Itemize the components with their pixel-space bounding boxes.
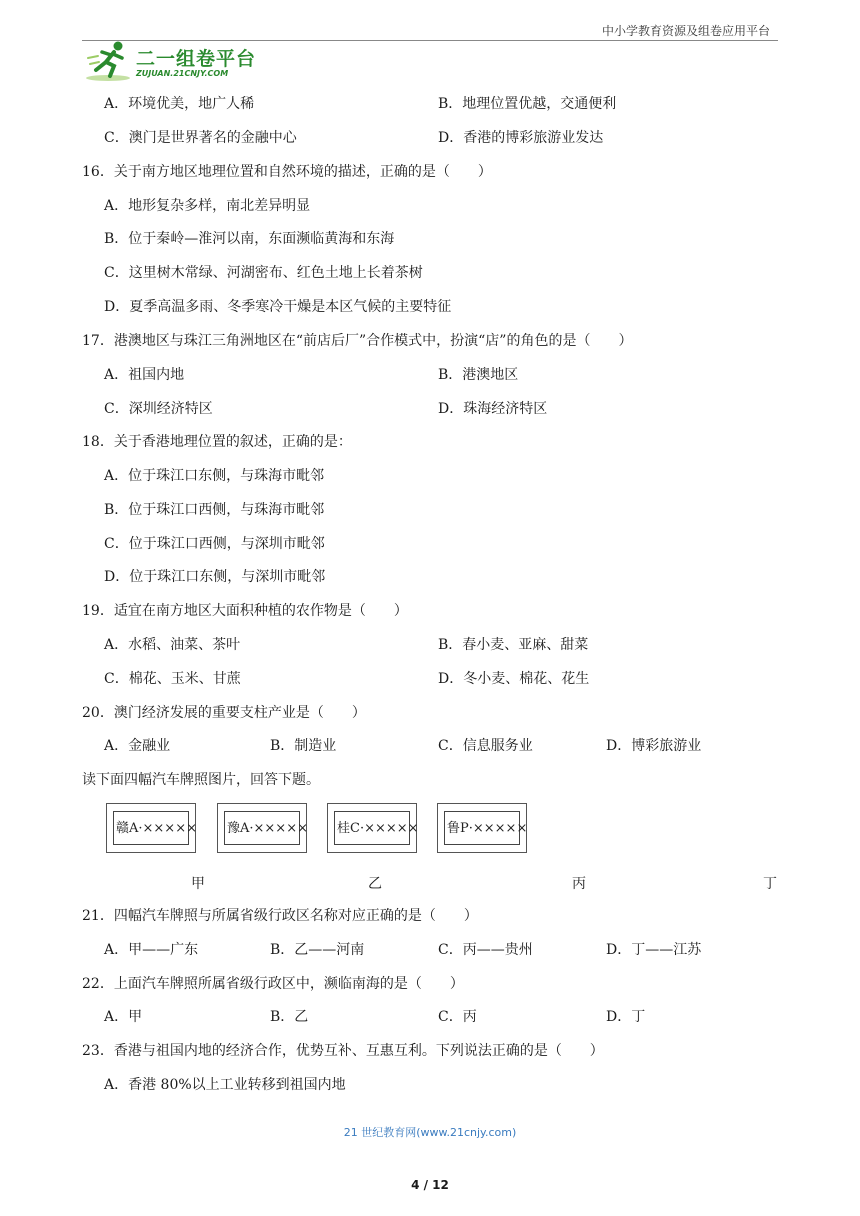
- plate-text: 桂C·×××××: [334, 811, 410, 845]
- q18-option-b: B．位于珠江口西侧，与珠海市毗邻: [104, 502, 325, 518]
- q18-option-a: A．位于珠江口东侧，与珠海市毗邻: [104, 468, 325, 484]
- q18-option-c: C．位于珠江口西侧，与深圳市毗邻: [104, 536, 325, 552]
- q16-stem: 16．关于南方地区地理位置和自然环境的描述，正确的是（ ）: [82, 164, 492, 180]
- q19-option-b: B．春小麦、亚麻、甜菜: [438, 637, 589, 653]
- q16-option-b: B．位于秦岭—淮河以南，东面濒临黄海和东海: [104, 231, 395, 247]
- q21-option-a: A．甲——广东: [104, 942, 199, 958]
- plates-intro: 读下面四幅汽车牌照图片，回答下题。: [82, 772, 320, 788]
- q19-option-c: C．棉花、玉米、甘蔗: [104, 671, 241, 687]
- plate-label-ding: 丁: [763, 876, 777, 892]
- q21-option-d: D．丁——江苏: [606, 942, 702, 958]
- plate-label-bing: 丙: [572, 876, 586, 892]
- runner-logo-icon: [84, 40, 134, 84]
- q22-option-d: D．丁: [606, 1009, 646, 1025]
- plate-label-jia: 甲: [191, 876, 205, 892]
- logo-subtitle: ZUJUAN.21CNJY.COM: [136, 69, 229, 78]
- license-plate-bing: [327, 803, 417, 853]
- q22-option-b: B．乙: [270, 1009, 309, 1025]
- q21-stem: 21．四幅汽车牌照与所属省级行政区名称对应正确的是（ ）: [82, 908, 478, 924]
- q16-option-c: C．这里树木常绿、河湖密布、红色土地上长着茶树: [104, 265, 423, 281]
- q18-stem: 18．关于香港地理位置的叙述，正确的是：: [82, 434, 352, 450]
- license-plate-jia: [106, 803, 196, 853]
- license-plate-ding: [437, 803, 527, 853]
- q21-option-b: B．乙——河南: [270, 942, 365, 958]
- plate-text: 赣A·×××××: [113, 811, 189, 845]
- plate-text: 豫A·×××××: [224, 811, 300, 845]
- q19-option-d: D．冬小麦、棉花、花生: [438, 671, 590, 687]
- q19-option-a: A．水稻、油菜、茶叶: [104, 637, 241, 653]
- q17-option-a: A．祖国内地: [104, 367, 185, 383]
- q20-option-b: B．制造业: [270, 738, 337, 754]
- q21-option-c: C．丙——贵州: [438, 942, 533, 958]
- q16-option-a: A．地形复杂多样，南北差异明显: [104, 198, 311, 214]
- site-logo: [84, 40, 274, 84]
- page-number: 4 / 12: [411, 1178, 449, 1192]
- q17-option-d: D．珠海经济特区: [438, 401, 548, 417]
- q15-option-c: C．澳门是世界著名的金融中心: [104, 130, 297, 146]
- plate-label-yi: 乙: [368, 876, 382, 892]
- q17-option-c: C．深圳经济特区: [104, 401, 213, 417]
- q16-option-d: D．夏季高温多雨、冬季寒冷干燥是本区气候的主要特征: [104, 299, 452, 315]
- q23-stem: 23．香港与祖国内地的经济合作，优势互补、互惠互利。下列说法正确的是（ ）: [82, 1043, 604, 1059]
- q20-option-a: A．金融业: [104, 738, 171, 754]
- q22-stem: 22．上面汽车牌照所属省级行政区中，濒临南海的是（ ）: [82, 976, 464, 992]
- q19-stem: 19．适宜在南方地区大面积种植的农作物是（ ）: [82, 603, 408, 619]
- q20-option-d: D．博彩旅游业: [606, 738, 702, 754]
- q20-stem: 20．澳门经济发展的重要支柱产业是（ ）: [82, 705, 366, 721]
- logo-title: 二一组卷平台: [136, 48, 257, 70]
- q15-option-d: D．香港的博彩旅游业发达: [438, 130, 604, 146]
- q20-option-c: C．信息服务业: [438, 738, 533, 754]
- footer-site-link[interactable]: 21 世纪教育网(www.21cnjy.com): [343, 1126, 517, 1139]
- q22-option-c: C．丙: [438, 1009, 477, 1025]
- q15-option-a: A．环境优美，地广人稀: [104, 96, 255, 112]
- q18-option-d: D．位于珠江口东侧，与深圳市毗邻: [104, 569, 326, 585]
- platform-name: 中小学教育资源及组卷应用平台: [601, 24, 770, 38]
- q15-option-b: B．地理位置优越，交通便利: [438, 96, 617, 112]
- license-plate-yi: [217, 803, 307, 853]
- q22-option-a: A．甲: [104, 1009, 143, 1025]
- q17-stem: 17．港澳地区与珠江三角洲地区在“前店后厂”合作模式中，扮演“店”的角色的是（ ）: [82, 333, 633, 349]
- q23-option-a: A．香港 80%以上工业转移到祖国内地: [104, 1077, 346, 1093]
- q17-option-b: B．港澳地区: [438, 367, 519, 383]
- plate-text: 鲁P·×××××: [444, 811, 520, 845]
